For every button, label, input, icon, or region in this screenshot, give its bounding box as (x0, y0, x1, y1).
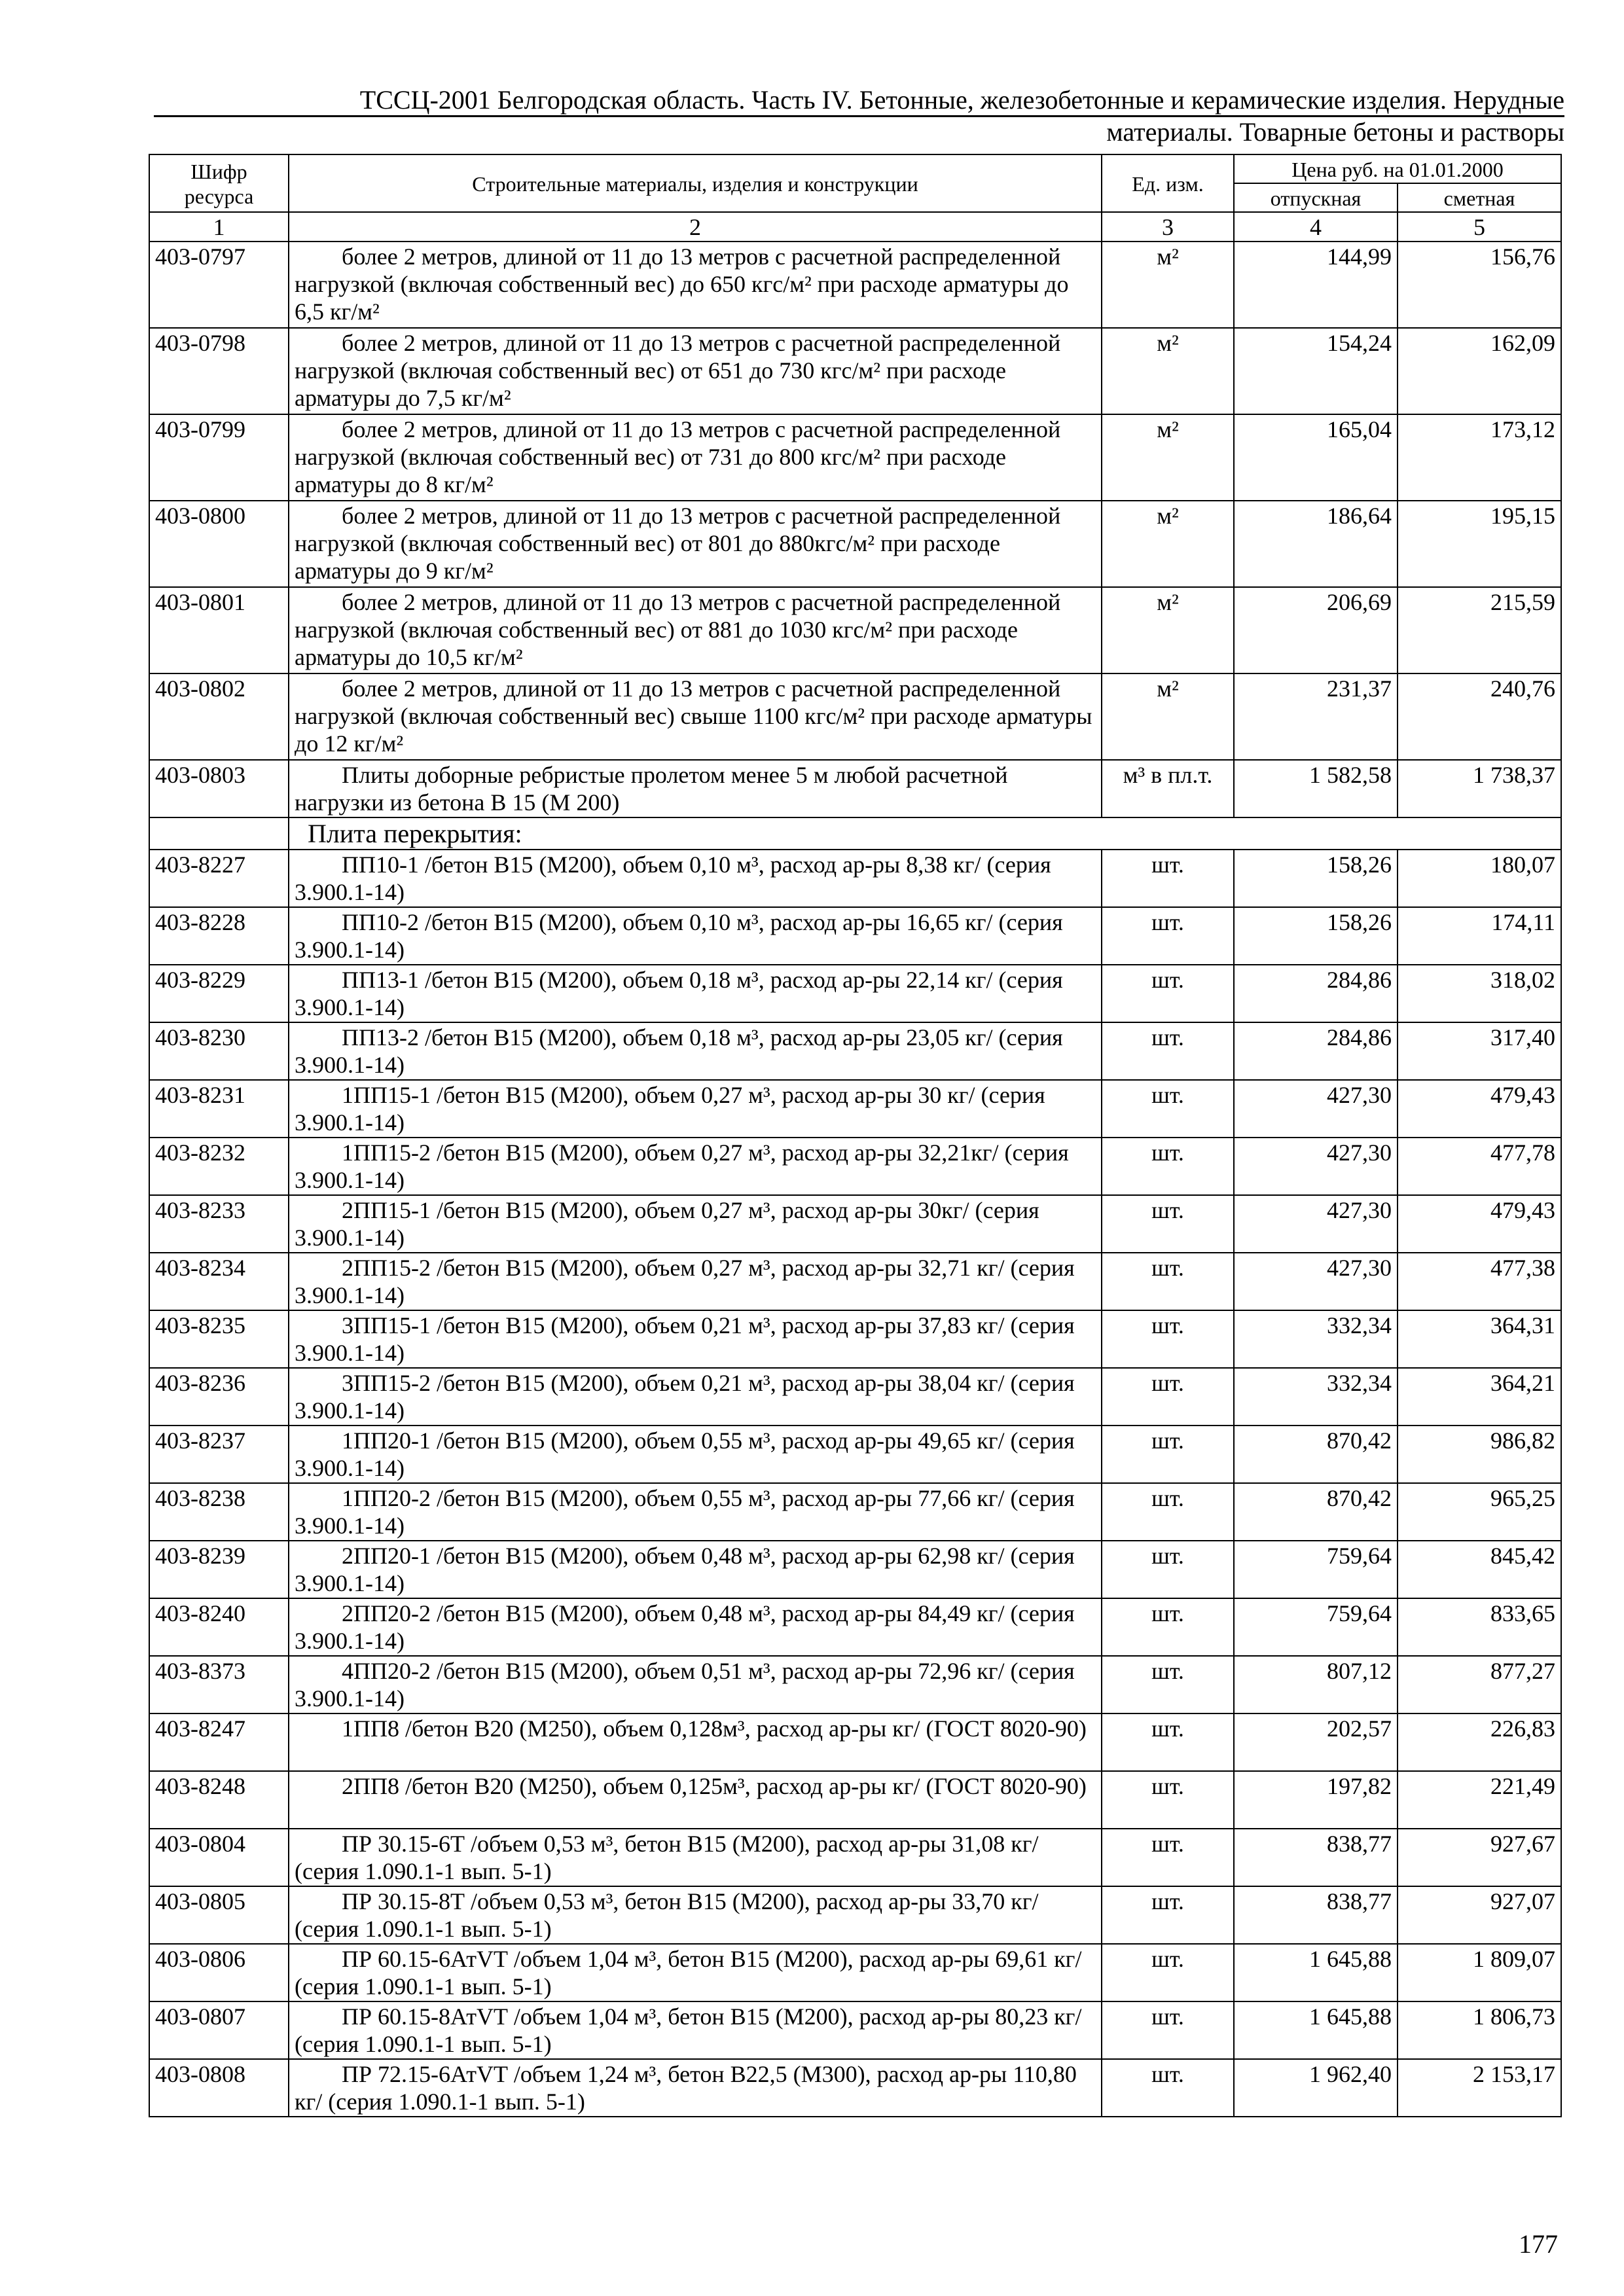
header-unit: Ед. изм. (1102, 154, 1234, 212)
estimate-price: 364,21 (1398, 1368, 1561, 1426)
release-price: 332,34 (1234, 1368, 1398, 1426)
release-price: 427,30 (1234, 1138, 1398, 1195)
item-description: 4ПП20-2 /бетон В15 (М200), объем 0,51 м³, расход ар-ры 72,96 кг/ (серия 3.900.1-14) (289, 1656, 1102, 1713)
resource-code: 403-0800 (149, 501, 289, 587)
table-body-floor-slabs (149, 850, 1561, 2117)
header-name: Строительные материалы, изделия и конструкции (289, 154, 1102, 212)
table-row (149, 1310, 1561, 1368)
item-description: более 2 метров, длиной от 11 до 13 метров с расчетной распределенной нагрузкой (включая собственный вес) от 731 до 800 кгс/м² при расходе арматуры до 8 кг/м² (289, 414, 1102, 501)
table-body-plates (149, 242, 1561, 817)
item-description: ПП10-2 /бетон В15 (М200), объем 0,10 м³, расход ар-ры 16,65 кг/ (серия 3.900.1-14) (289, 907, 1102, 965)
unit: шт. (1102, 1138, 1234, 1195)
release-price: 838,77 (1234, 1886, 1398, 1944)
table-row (149, 907, 1561, 965)
resource-code: 403-0799 (149, 414, 289, 501)
column-number: 1 (149, 212, 289, 242)
item-description: ПР 30.15-6Т /объем 0,53 м³, бетон В15 (М200), расход ар-ры 31,08 кг/ (серия 1.090.1-1 вып. 5-1) (289, 1829, 1102, 1886)
estimate-price: 318,02 (1398, 965, 1561, 1022)
release-price: 1 645,88 (1234, 2001, 1398, 2059)
item-description: Плиты доборные ребристые пролетом менее 5 м любой расчетной нагрузки из бетона В 15 (М 200) (289, 760, 1102, 817)
item-description: 3ПП15-2 /бетон В15 (М200), объем 0,21 м³, расход ар-ры 38,04 кг/ (серия 3.900.1-14) (289, 1368, 1102, 1426)
unit: м² (1102, 501, 1234, 587)
release-price: 231,37 (1234, 673, 1398, 760)
release-price: 197,82 (1234, 1771, 1398, 1829)
estimate-price: 180,07 (1398, 850, 1561, 907)
resource-code: 403-0805 (149, 1886, 289, 1944)
unit: шт. (1102, 1713, 1234, 1771)
unit: шт. (1102, 1253, 1234, 1310)
unit: шт. (1102, 907, 1234, 965)
page-header (154, 85, 1564, 147)
table-row (149, 1713, 1561, 1771)
item-description: 1ПП15-2 /бетон В15 (М200), объем 0,27 м³, расход ар-ры 32,21кг/ (серия 3.900.1-14) (289, 1138, 1102, 1195)
table-row (149, 1829, 1561, 1886)
price-table (149, 154, 1562, 2117)
unit: м³ в пл.т. (1102, 760, 1234, 817)
resource-code: 403-0801 (149, 587, 289, 673)
release-price: 870,42 (1234, 1426, 1398, 1483)
estimate-price: 479,43 (1398, 1195, 1561, 1253)
release-price: 427,30 (1234, 1253, 1398, 1310)
item-description: ПР 72.15-6АтVТ /объем 1,24 м³, бетон В22,5 (М300), расход ар-ры 110,80 кг/ (серия 1.090.1-1 вып. 5-1) (289, 2059, 1102, 2117)
resource-code: 403-0807 (149, 2001, 289, 2059)
resource-code: 403-8238 (149, 1483, 289, 1541)
resource-code: 403-8231 (149, 1080, 289, 1138)
resource-code: 403-8235 (149, 1310, 289, 1368)
unit: шт. (1102, 965, 1234, 1022)
header-line-2: материалы. Товарные бетоны и растворы (1106, 117, 1564, 147)
table-row (149, 965, 1561, 1022)
unit: шт. (1102, 1080, 1234, 1138)
estimate-price: 2 153,17 (1398, 2059, 1561, 2117)
estimate-price: 240,76 (1398, 673, 1561, 760)
estimate-price: 174,11 (1398, 907, 1561, 965)
unit: м² (1102, 328, 1234, 414)
release-price: 427,30 (1234, 1080, 1398, 1138)
table-row (149, 1426, 1561, 1483)
table-row (149, 1253, 1561, 1310)
item-description: 2ПП15-1 /бетон В15 (М200), объем 0,27 м³, расход ар-ры 30кг/ (серия 3.900.1-14) (289, 1195, 1102, 1253)
column-number: 2 (289, 212, 1102, 242)
resource-code: 403-8236 (149, 1368, 289, 1426)
unit: шт. (1102, 2001, 1234, 2059)
column-number: 4 (1234, 212, 1398, 242)
release-price: 838,77 (1234, 1829, 1398, 1886)
resource-code: 403-8234 (149, 1253, 289, 1310)
estimate-price: 215,59 (1398, 587, 1561, 673)
estimate-price: 986,82 (1398, 1426, 1561, 1483)
table-row (149, 1483, 1561, 1541)
estimate-price: 845,42 (1398, 1541, 1561, 1598)
header-estimate-price: сметная (1398, 183, 1561, 212)
release-price: 332,34 (1234, 1310, 1398, 1368)
release-price: 870,42 (1234, 1483, 1398, 1541)
item-description: 3ПП15-1 /бетон В15 (М200), объем 0,21 м³, расход ар-ры 37,83 кг/ (серия 3.900.1-14) (289, 1310, 1102, 1368)
resource-code: 403-8373 (149, 1656, 289, 1713)
unit: шт. (1102, 1541, 1234, 1598)
resource-code: 403-8230 (149, 1022, 289, 1080)
unit: м² (1102, 587, 1234, 673)
unit: шт. (1102, 1598, 1234, 1656)
estimate-price: 364,31 (1398, 1310, 1561, 1368)
item-description: 2ПП8 /бетон В20 (М250), объем 0,125м³, расход ар-ры кг/ (ГОСТ 8020-90) (289, 1771, 1102, 1829)
resource-code: 403-0803 (149, 760, 289, 817)
resource-code: 403-8237 (149, 1426, 289, 1483)
item-description: 2ПП15-2 /бетон В15 (М200), объем 0,27 м³, расход ар-ры 32,71 кг/ (серия 3.900.1-14) (289, 1253, 1102, 1310)
item-description: 1ПП15-1 /бетон В15 (М200), объем 0,27 м³, расход ар-ры 30 кг/ (серия 3.900.1-14) (289, 1080, 1102, 1138)
unit: шт. (1102, 1483, 1234, 1541)
item-description: ПР 60.15-6АтVТ /объем 1,04 м³, бетон В15 (М200), расход ар-ры 69,61 кг/ (серия 1.090.1-1 вып. 5-1) (289, 1944, 1102, 2001)
resource-code: 403-8247 (149, 1713, 289, 1771)
release-price: 158,26 (1234, 850, 1398, 907)
release-price: 1 645,88 (1234, 1944, 1398, 2001)
item-description: ПР 30.15-8Т /объем 0,53 м³, бетон В15 (М200), расход ар-ры 33,70 кг/ (серия 1.090.1-1 вып. 5-1) (289, 1886, 1102, 1944)
item-description: 2ПП20-2 /бетон В15 (М200), объем 0,48 м³, расход ар-ры 84,49 кг/ (серия 3.900.1-14) (289, 1598, 1102, 1656)
resource-code: 403-0802 (149, 673, 289, 760)
estimate-price: 173,12 (1398, 414, 1561, 501)
table-row (149, 1886, 1561, 1944)
unit: шт. (1102, 1944, 1234, 2001)
table-row (149, 1080, 1561, 1138)
item-description: 1ПП20-2 /бетон В15 (М200), объем 0,55 м³, расход ар-ры 77,66 кг/ (серия 3.900.1-14) (289, 1483, 1102, 1541)
resource-code: 403-8239 (149, 1541, 289, 1598)
item-description: более 2 метров, длиной от 11 до 13 метров с расчетной распределенной нагрузкой (включая собственный вес) от 801 до 880кгс/м² при расходе арматуры до 9 кг/м² (289, 501, 1102, 587)
release-price: 807,12 (1234, 1656, 1398, 1713)
item-description: ПП13-1 /бетон В15 (М200), объем 0,18 м³, расход ар-ры 22,14 кг/ (серия 3.900.1-14) (289, 965, 1102, 1022)
item-description: более 2 метров, длиной от 11 до 13 метров с расчетной распределенной нагрузкой (включая собственный вес) до 650 кгс/м² при расходе арматуры до 6,5 кг/м² (289, 242, 1102, 328)
item-description: ПР 60.15-8АтVТ /объем 1,04 м³, бетон В15 (М200), расход ар-ры 80,23 кг/ (серия 1.090.1-1 вып. 5-1) (289, 2001, 1102, 2059)
unit: шт. (1102, 1771, 1234, 1829)
estimate-price: 833,65 (1398, 1598, 1561, 1656)
table-row (149, 850, 1561, 907)
unit: шт. (1102, 1310, 1234, 1368)
table-row (149, 760, 1561, 817)
page-number: 177 (1519, 2229, 1558, 2259)
release-price: 158,26 (1234, 907, 1398, 965)
header-code: Шифр ресурса (149, 154, 289, 212)
item-description: более 2 метров, длиной от 11 до 13 метров с расчетной распределенной нагрузкой (включая собственный вес) от 881 до 1030 кгс/м² при расходе арматуры до 10,5 кг/м² (289, 587, 1102, 673)
table-row (149, 1944, 1561, 2001)
section-row (149, 817, 1561, 850)
release-price: 1 962,40 (1234, 2059, 1398, 2117)
estimate-price: 162,09 (1398, 328, 1561, 414)
item-description: 1ПП20-1 /бетон В15 (М200), объем 0,55 м³, расход ар-ры 49,65 кг/ (серия 3.900.1-14) (289, 1426, 1102, 1483)
table-row (149, 1368, 1561, 1426)
release-price: 427,30 (1234, 1195, 1398, 1253)
release-price: 165,04 (1234, 414, 1398, 501)
table-row (149, 1598, 1561, 1656)
table-row (149, 1022, 1561, 1080)
estimate-price: 221,49 (1398, 1771, 1561, 1829)
table-row (149, 1541, 1561, 1598)
table-row (149, 673, 1561, 760)
resource-code: 403-0804 (149, 1829, 289, 1886)
unit: шт. (1102, 1195, 1234, 1253)
column-number: 5 (1398, 212, 1561, 242)
estimate-price: 965,25 (1398, 1483, 1561, 1541)
section-row-group (149, 817, 1561, 850)
unit: м² (1102, 673, 1234, 760)
unit: м² (1102, 414, 1234, 501)
unit: шт. (1102, 1829, 1234, 1886)
resource-code: 403-8240 (149, 1598, 289, 1656)
estimate-price: 156,76 (1398, 242, 1561, 328)
resource-code: 403-8233 (149, 1195, 289, 1253)
release-price: 206,69 (1234, 587, 1398, 673)
estimate-price: 477,38 (1398, 1253, 1561, 1310)
table-row (149, 501, 1561, 587)
release-price: 284,86 (1234, 1022, 1398, 1080)
estimate-price: 877,27 (1398, 1656, 1561, 1713)
item-description: ПП13-2 /бетон В15 (М200), объем 0,18 м³, расход ар-ры 23,05 кг/ (серия 3.900.1-14) (289, 1022, 1102, 1080)
unit: шт. (1102, 1656, 1234, 1713)
resource-code: 403-8248 (149, 1771, 289, 1829)
estimate-price: 226,83 (1398, 1713, 1561, 1771)
column-number: 3 (1102, 212, 1234, 242)
estimate-price: 195,15 (1398, 501, 1561, 587)
unit: шт. (1102, 2059, 1234, 2117)
resource-code: 403-0797 (149, 242, 289, 328)
header-price-group: Цена руб. на 01.01.2000 (1234, 154, 1561, 183)
resource-code: 403-8227 (149, 850, 289, 907)
release-price: 202,57 (1234, 1713, 1398, 1771)
table-row (149, 242, 1561, 328)
section-title: Плита перекрытия: (289, 817, 1561, 850)
resource-code: 403-0798 (149, 328, 289, 414)
resource-code: 403-0806 (149, 1944, 289, 2001)
estimate-price: 317,40 (1398, 1022, 1561, 1080)
column-numbers-row (149, 212, 1561, 242)
resource-code: 403-0808 (149, 2059, 289, 2117)
estimate-price: 927,07 (1398, 1886, 1561, 1944)
estimate-price: 1 738,37 (1398, 760, 1561, 817)
table-row (149, 1195, 1561, 1253)
estimate-price: 927,67 (1398, 1829, 1561, 1886)
unit: шт. (1102, 1426, 1234, 1483)
unit: шт. (1102, 1368, 1234, 1426)
table-row (149, 2059, 1561, 2117)
release-price: 284,86 (1234, 965, 1398, 1022)
resource-code: 403-8229 (149, 965, 289, 1022)
table-row (149, 1771, 1561, 1829)
release-price: 759,64 (1234, 1598, 1398, 1656)
item-description: более 2 метров, длиной от 11 до 13 метров с расчетной распределенной нагрузкой (включая собственный вес) от 651 до 730 кгс/м² при расходе арматуры до 7,5 кг/м² (289, 328, 1102, 414)
resource-code: 403-8232 (149, 1138, 289, 1195)
unit: шт. (1102, 1886, 1234, 1944)
release-price: 186,64 (1234, 501, 1398, 587)
header-line-1: ТССЦ-2001 Белгородская область. Часть IV. Бетонные, железобетонные и керамические изделия. Нерудные (154, 85, 1564, 117)
table-row (149, 1138, 1561, 1195)
release-price: 1 582,58 (1234, 760, 1398, 817)
item-description: ПП10-1 /бетон В15 (М200), объем 0,10 м³, расход ар-ры 8,38 кг/ (серия 3.900.1-14) (289, 850, 1102, 907)
table-row (149, 328, 1561, 414)
item-description: более 2 метров, длиной от 11 до 13 метров с расчетной распределенной нагрузкой (включая собственный вес) свыше 1100 кгс/м² при расходе арматуры до 12 кг/м² (289, 673, 1102, 760)
release-price: 759,64 (1234, 1541, 1398, 1598)
release-price: 144,99 (1234, 242, 1398, 328)
table-row (149, 1656, 1561, 1713)
item-description: 1ПП8 /бетон В20 (М250), объем 0,128м³, расход ар-ры кг/ (ГОСТ 8020-90) (289, 1713, 1102, 1771)
estimate-price: 479,43 (1398, 1080, 1561, 1138)
unit: м² (1102, 242, 1234, 328)
estimate-price: 1 809,07 (1398, 1944, 1561, 2001)
resource-code: 403-8228 (149, 907, 289, 965)
header-release-price: отпускная (1234, 183, 1398, 212)
release-price: 154,24 (1234, 328, 1398, 414)
table-row (149, 587, 1561, 673)
estimate-price: 477,78 (1398, 1138, 1561, 1195)
table-row (149, 414, 1561, 501)
table-row (149, 2001, 1561, 2059)
unit: шт. (1102, 850, 1234, 907)
estimate-price: 1 806,73 (1398, 2001, 1561, 2059)
unit: шт. (1102, 1022, 1234, 1080)
item-description: 2ПП20-1 /бетон В15 (М200), объем 0,48 м³, расход ар-ры 62,98 кг/ (серия 3.900.1-14) (289, 1541, 1102, 1598)
